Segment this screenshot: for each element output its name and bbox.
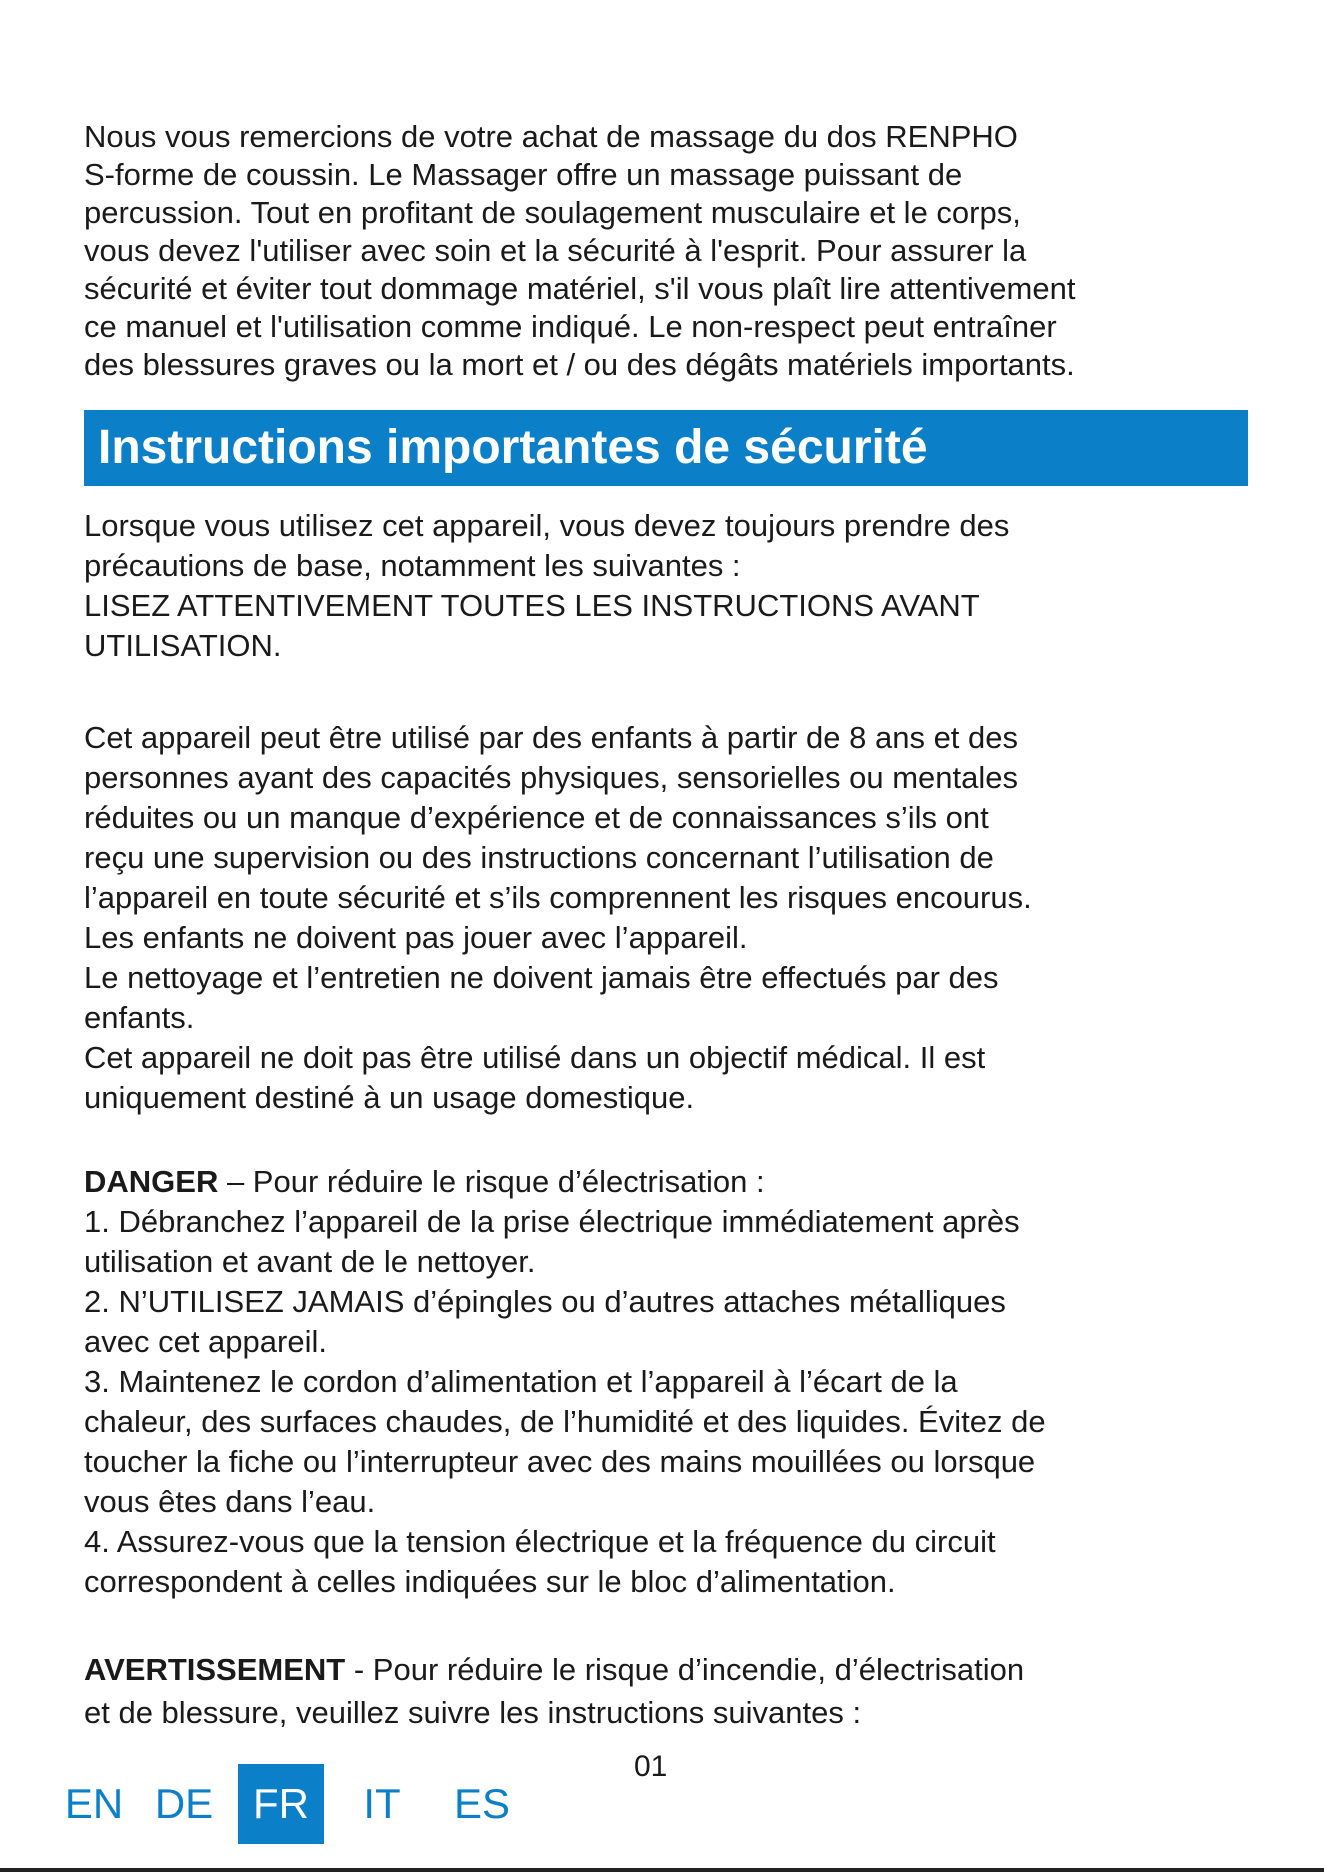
children-line: Le nettoyage et l’entretien ne doivent jamais être effectués par des: [84, 960, 999, 995]
children-line: Cet appareil ne doit pas être utilisé dans un objectif médical. Il est: [84, 1040, 986, 1075]
intro-line: percussion. Tout en profitant de soulagement musculaire et le corps,: [84, 195, 1021, 230]
danger-line: utilisation et avant de le nettoyer.: [84, 1244, 536, 1279]
intro-line: S-forme de coussin. Le Massager offre un massage puissant de: [84, 157, 963, 192]
warning-line: et de blessure, veuillez suivre les instructions suivantes :: [84, 1695, 862, 1730]
children-line: Cet appareil peut être utilisé par des enfants à partir de 8 ans et des: [84, 720, 1019, 755]
language-tab-de[interactable]: DE: [154, 1780, 214, 1827]
danger-intro: – Pour réduire le risque d’électrisation :: [218, 1164, 765, 1199]
children-line: uniquement destiné à un usage domestique.: [84, 1080, 695, 1115]
language-tab-it[interactable]: IT: [363, 1780, 401, 1827]
language-tab-es[interactable]: ES: [453, 1780, 511, 1827]
warning-intro: - Pour réduire le risque d’incendie, d’électrisation: [345, 1652, 1025, 1687]
danger-line: avec cet appareil.: [84, 1324, 327, 1359]
precautions-line: UTILISATION.: [84, 628, 282, 663]
intro-line: sécurité et éviter tout dommage matériel, s'il vous plaît lire attentivement: [84, 271, 1076, 306]
children-line: enfants.: [84, 1000, 195, 1035]
children-line: réduites ou un manque d’expérience et de connaissances s’ils ont: [84, 800, 989, 835]
children-paragraph: [84, 718, 1248, 1118]
danger-line: 2. N’UTILISEZ JAMAIS d’épingles ou d’autres attaches métalliques: [84, 1284, 1006, 1319]
intro-line: des blessures graves ou la mort et / ou des dégâts matériels importants.: [84, 347, 1075, 382]
precautions-paragraph: [84, 506, 1248, 666]
danger-label: DANGER: [84, 1164, 219, 1199]
danger-section: [84, 1162, 1248, 1602]
intro-paragraph: [84, 118, 1240, 384]
warning-section: [84, 1648, 1248, 1734]
children-line: l’appareil en toute sécurité et s’ils comprennent les risques encourus.: [84, 880, 1032, 915]
danger-line: vous êtes dans l’eau.: [84, 1484, 376, 1519]
language-tab-en[interactable]: EN: [64, 1780, 124, 1827]
danger-heading: [84, 1162, 1248, 1202]
danger-line: toucher la fiche ou l’interrupteur avec des mains mouillées ou lorsque: [84, 1444, 1036, 1479]
children-line: Les enfants ne doivent pas jouer avec l’appareil.: [84, 920, 748, 955]
precautions-line: Lorsque vous utilisez cet appareil, vous devez toujours prendre des: [84, 508, 1010, 543]
danger-line: 1. Débranchez l’appareil de la prise électrique immédiatement après: [84, 1204, 1020, 1239]
warning-label: AVERTISSEMENT: [84, 1652, 346, 1687]
intro-line: Nous vous remercions de votre achat de massage du dos RENPHO: [84, 119, 1018, 154]
children-line: personnes ayant des capacités physiques, sensorielles ou mentales: [84, 760, 1018, 795]
section-title: Instructions importantes de sécurité: [84, 410, 1248, 486]
page-number: 01: [634, 1750, 668, 1783]
precautions-line: précautions de base, notamment les suivantes :: [84, 548, 741, 583]
bottom-divider: [0, 1868, 1324, 1872]
danger-line: correspondent à celles indiquées sur le bloc d’alimentation.: [84, 1564, 896, 1599]
language-tab-fr[interactable]: FR: [238, 1764, 324, 1844]
danger-line: chaleur, des surfaces chaudes, de l’humidité et des liquides. Évitez de: [84, 1404, 1046, 1439]
intro-line: vous devez l'utiliser avec soin et la sécurité à l'esprit. Pour assurer la: [84, 233, 1027, 268]
warning-heading: [84, 1648, 1248, 1691]
children-line: reçu une supervision ou des instructions concernant l’utilisation de: [84, 840, 994, 875]
danger-line: 4. Assurez-vous que la tension électrique et la fréquence du circuit: [84, 1524, 996, 1559]
danger-line: 3. Maintenez le cordon d’alimentation et l’appareil à l’écart de la: [84, 1364, 958, 1399]
precautions-line: LISEZ ATTENTIVEMENT TOUTES LES INSTRUCTIONS AVANT: [84, 588, 980, 623]
intro-line: ce manuel et l'utilisation comme indiqué. Le non-respect peut entraîner: [84, 309, 1057, 344]
